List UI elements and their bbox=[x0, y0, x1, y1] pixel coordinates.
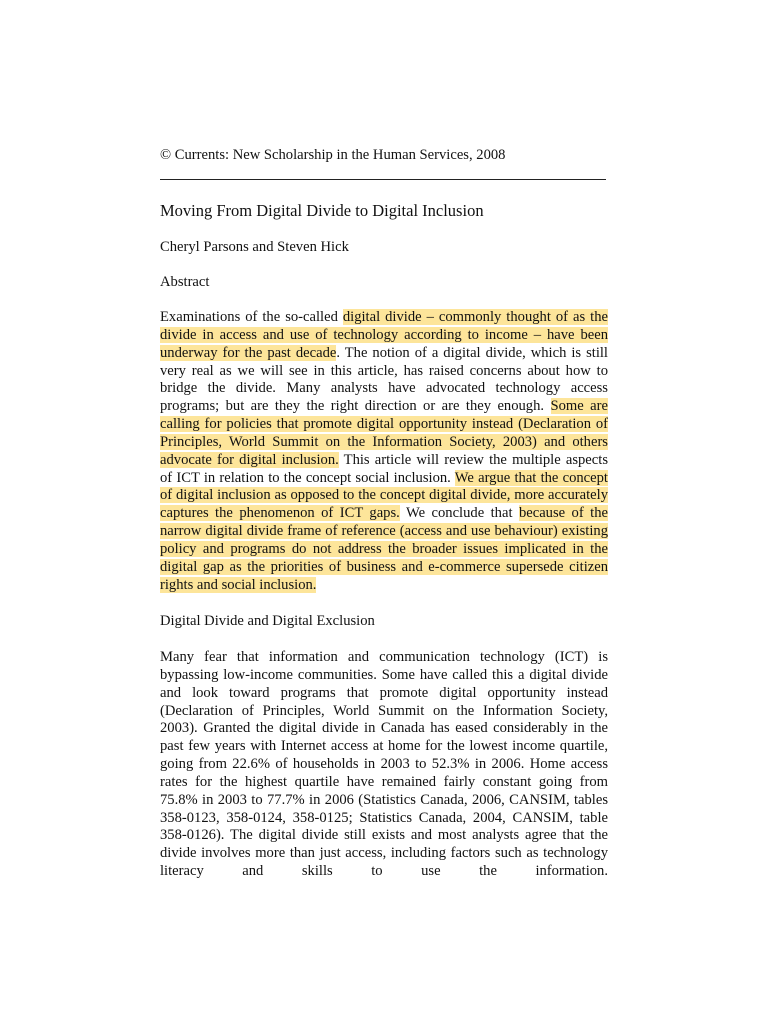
copyright-line: © Currents: New Scholarship in the Human Services, 2008 bbox=[160, 147, 506, 163]
section-heading: Digital Divide and Digital Exclusion bbox=[160, 613, 375, 629]
abstract-heading: Abstract bbox=[160, 274, 210, 290]
abstract-text: This article will review the multiple aspects of ICT in relation to the concept social inclusion. bbox=[160, 451, 609, 486]
abstract-paragraph bbox=[160, 309, 608, 595]
abstract-text: Examinations of the so-called bbox=[160, 309, 343, 325]
highlighted-text: digital divide – commonly thought of as the divide in access and use of technology according to income – have been underway for the past decade bbox=[160, 309, 608, 361]
highlighted-text: We argue that the concept of digital inclusion as opposed to the concept digital divide, more accurately captures the phenomenon of ICT gaps. bbox=[160, 469, 608, 522]
section-paragraph: Many fear that information and communication technology (ICT) is bypassing low-income communities. Some have called this a digital divide and look toward programs that promote digital opportunity instead (Declaration of Principles, World Summit on the Information Society, 2003). Granted the digital divide in Canada has eased considerably in the past few years with Internet access at home for the lowest income quartile, going from 22.6% of households in 2003 to 52.3% in 2006. Home access rates for the highest quartile have remained fairly constant going from 75.8% in 2003 to 77.7% in 2006 (Statistics Canada, 2006, CANSIM, tables 358-0123, 358-0124, 358-0125; Statistics Canada, 2004, CANSIM, table 358-0126). The digital divide still exists and most analysts agree that the divide involves more than just access, including factors such as technology literacy and skills to use the information. bbox=[160, 649, 608, 880]
article-authors: Cheryl Parsons and Steven Hick bbox=[160, 239, 349, 255]
highlighted-text: Some are calling for policies that promote digital opportunity instead (Declaration of Principles, World Summit on the Information Society, 2003) and others advocate for digital inclusion. bbox=[160, 398, 608, 468]
abstract-text: . The notion of a digital divide, which is still very real as we will see in this article, has raised concerns about how to bridge the divide. Many analysts have advocated technology access programs; but are they the right direction or are they enough. bbox=[160, 344, 608, 415]
abstract-text: We conclude that bbox=[399, 505, 519, 522]
article-title: Moving From Digital Divide to Digital Inclusion bbox=[160, 201, 484, 220]
header-rule bbox=[160, 179, 606, 180]
highlighted-text: because of the narrow digital divide frame of reference (access and use behaviour) existing policy and programs do not address the broader issues implicated in the digital gap as the priorities of business and e-commerce supersede citizen rights and social inclusion. bbox=[160, 505, 608, 593]
